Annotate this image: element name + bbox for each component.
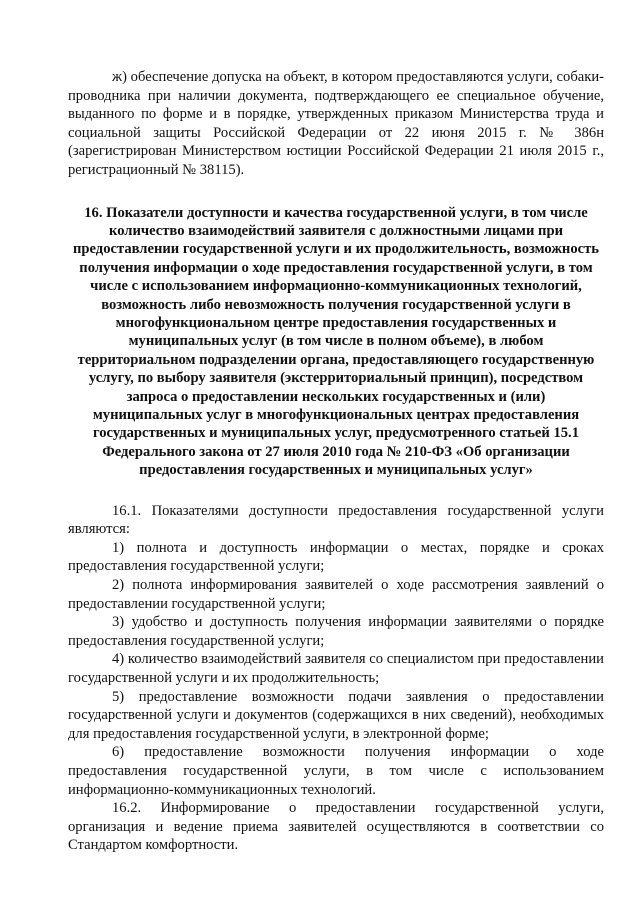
list-item: 1) полнота и доступность информации о местах, порядке и сроках предоставления государственной услуги; [68, 539, 604, 575]
list-item: 5) предоставление возможности подачи заявления о предоставлении государственной услуги и документов (содержащихся в них сведений), необходимых для предоставления государственной услуги, в электронной форме; [68, 688, 604, 742]
spacer [68, 480, 604, 502]
list-item: 3) удобство и доступность получения информации заявителями о порядке предоставления государственной услуги; [68, 614, 604, 649]
intro-paragraph: ж) обеспечение допуска на объект, в котором предоставляются услуги, собаки-проводника при наличии документа, подтверждающего ее специальное обучение, выданного по форме и в порядке, утвержденных приказом Министерства труда и социальной защиты Российской Федерации от 22 июня 2015 г. № 386н (зарегистрирован Министерством юстиции Российской Федерации 21 июля 2015 г., регистрационный № 38115). [68, 69, 604, 178]
document-page [68, 68, 604, 855]
list-item: 4) количество взаимодействий заявителя со специалистом при предоставлении государственной услуги и их продолжительность; [68, 651, 604, 686]
list-item: 6) предоставление возможности получения информации о ходе предоставления государственной услуги, в том числе с использованием информационно-коммуникационных технологий. [68, 744, 604, 798]
subsection-16-2: 16.2. Информирование о предоставлении государственной услуги, организация и ведение приема заявителей осуществляются в соответствии со Стандартом комфортности. [68, 800, 604, 854]
list-item: 2) полнота информирования заявителей о ходе рассмотрения заявлений о предоставлении государственной услуги; [68, 577, 604, 612]
section-heading: 16. Показатели доступности и качества государственной услуги, в том числе количество взаимодействий заявителя с должностными лицами при предоставлении государственной услуги и их продолжительность, возможность получения информации о ходе предоставления государственной услуги, в том числе с использованием информационно-коммуникационных технологий, возможность либо невозможность получения государственной услуги в многофункциональном центре предоставления государственных и муниципальных услуг (в том числе в полном объеме), в любом территориальном подразделении органа, предоставляющего государственную услугу, по выбору заявителя (экстерриториальный принцип), посредством запроса о предоставлении нескольких государственных и (или) муниципальных услуг в многофункциональных центрах предоставления государственных и муниципальных услуг, предусмотренного статьей 15.1 Федерального закона от 27 июля 2010 года № 210-ФЗ «Об организации предоставления государственных и муниципальных услуг» [73, 204, 599, 479]
spacer [68, 180, 604, 204]
subsection-16-1: 16.1. Показателями доступности предоставления государственной услуги являются: [68, 502, 604, 538]
